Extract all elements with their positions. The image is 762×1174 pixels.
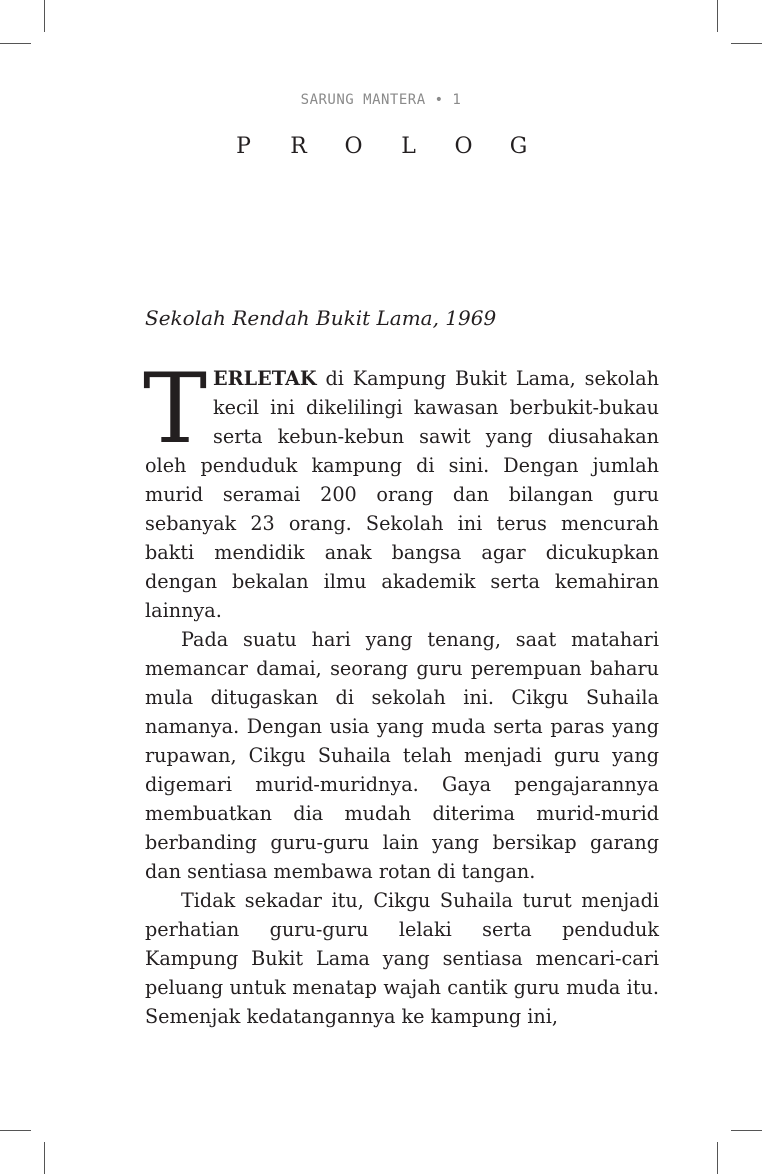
crop-mark-bottom-left-horizontal [0, 1130, 31, 1131]
lead-word: ERLETAK [213, 367, 317, 390]
crop-mark-top-left-vertical [44, 0, 45, 32]
chapter-title-letter: R [290, 134, 307, 159]
chapter-title-letter: G [509, 134, 528, 159]
drop-cap: T [143, 353, 208, 465]
paragraph-3: Tidak sekadar itu, Cikgu Suhaila turut menjadi perhatian guru-guru lelaki serta penduduk Kampung Bukit Lama yang sentiasa mencari-cari peluang untuk menatap wajah cantik guru muda itu. Semenjak kedatangannya ke kampung ini, [145, 889, 659, 1028]
running-head-text: SARUNG MANTERA • 1 [300, 92, 462, 108]
crop-mark-top-right-horizontal [731, 43, 762, 44]
crop-mark-bottom-left-vertical [44, 1142, 45, 1174]
chapter-title-letter: P [236, 134, 251, 159]
chapter-title-letter: O [344, 134, 363, 159]
paragraph-2: Pada suatu hari yang tenang, saat matahari memancar damai, seorang guru perempuan baharu mula ditugaskan di sekolah ini. Cikgu Suhaila namanya. Dengan usia yang muda serta paras yang rupawan, Cikgu Suhaila telah menjadi guru yang digemari murid-muridnya. Gaya pengajarannya membuatkan dia mudah diterima murid-murid berbanding guru-guru lain yang bersikap garang dan sentiasa membawa rotan di tangan. [145, 628, 659, 883]
chapter-title [0, 134, 762, 159]
paragraph-1-text: di Kampung Bukit Lama, sekolah kecil ini dikelilingi kawasan berbukit-bukau serta kebun-kebun sawit yang diusahakan oleh penduduk kampung di sini. Dengan jumlah murid seramai 200 orang dan bilangan guru sebanyak 23 orang. Sekolah ini terus mencurah bakti mendidik anak bangsa agar dicukupkan dengan bekalan ilmu akademik serta kemahiran lainnya. [145, 367, 659, 622]
chapter-title-letter: L [401, 134, 416, 159]
chapter-title-letter: O [454, 134, 473, 159]
crop-mark-bottom-right-horizontal [731, 1130, 762, 1131]
crop-mark-bottom-right-vertical [717, 1142, 718, 1174]
paragraph-1 [143, 353, 659, 625]
body-text [143, 353, 659, 1031]
crop-mark-top-left-horizontal [0, 43, 31, 44]
running-head [0, 92, 762, 108]
dateline: Sekolah Rendah Bukit Lama, 1969 [145, 306, 497, 330]
crop-mark-top-right-vertical [717, 0, 718, 32]
